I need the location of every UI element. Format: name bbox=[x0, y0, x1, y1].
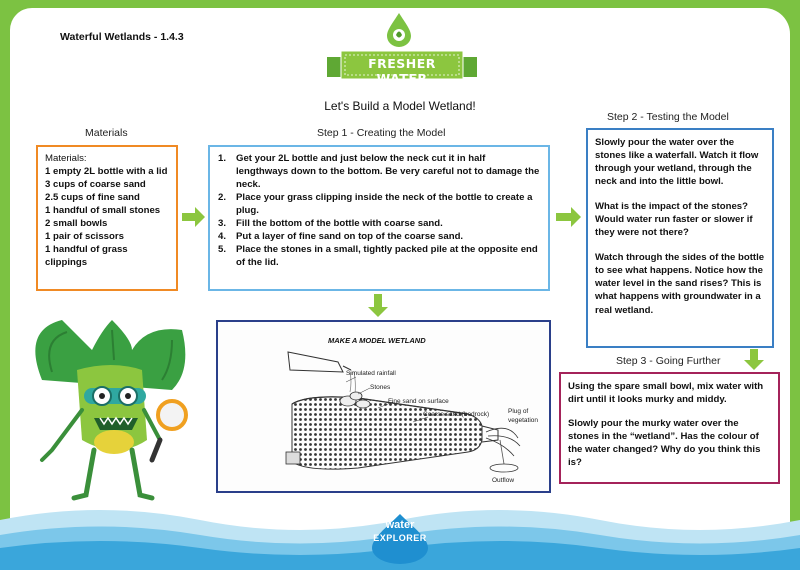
water-drop-icon bbox=[384, 12, 414, 48]
step-number: 5. bbox=[218, 244, 227, 256]
step2-paragraph: Watch through the sides of the bottle to see what happens. Notice how the water level in the sand rises? This is what happens with groundwater in a real wetland. bbox=[595, 252, 765, 316]
document-code: Waterful Wetlands - 1.4.3 bbox=[60, 31, 184, 43]
materials-item: 1 handful of grass clippings bbox=[45, 244, 128, 269]
step-text: Fill the bottom of the bottle with coarse sand. bbox=[236, 218, 443, 230]
step1-label: Step 1 - Creating the Model bbox=[317, 127, 446, 139]
diagram-label-coarse-sand: Coarse sand (bedrock) bbox=[423, 411, 490, 418]
diagram-label-fine-sand: Fine sand on surface bbox=[388, 398, 449, 405]
monster-mascot-illustration bbox=[22, 310, 202, 520]
step3-box bbox=[559, 372, 780, 484]
step-text: Place the stones in a small, tightly packed pile at the opposite end of the lid. bbox=[236, 244, 538, 269]
step3-label: Step 3 - Going Further bbox=[616, 355, 721, 367]
wetland-bottle-illustration bbox=[218, 322, 549, 491]
step1-item bbox=[218, 217, 540, 230]
wetland-diagram bbox=[216, 320, 551, 493]
step1-item bbox=[218, 152, 540, 191]
materials-item: 2.5 cups of fine sand bbox=[45, 192, 140, 204]
step1-box bbox=[208, 145, 550, 291]
step-number: 4. bbox=[218, 231, 227, 243]
step-text: Get your 2L bottle and just below the neck cut it in half lengthways down to the bottom. Be very careful not to damage the neck. bbox=[236, 153, 540, 191]
arrow-down-icon bbox=[367, 294, 389, 318]
banner-title: FRESHER WATER bbox=[368, 56, 436, 86]
step1-item bbox=[218, 230, 540, 243]
arrow-right-icon bbox=[182, 206, 206, 228]
diagram-label-stones: Stones bbox=[370, 384, 391, 391]
diagram-label-vegetation: vegetation bbox=[508, 417, 538, 424]
logo-text-water: water bbox=[385, 519, 415, 531]
step-text: Place your grass clipping inside the neck of the bottle to create a plug. bbox=[236, 192, 533, 217]
step1-item bbox=[218, 191, 540, 217]
diagram-title: MAKE A MODEL WETLAND bbox=[328, 336, 426, 345]
materials-label: Materials bbox=[85, 127, 128, 139]
materials-item: 3 cups of coarse sand bbox=[45, 179, 146, 191]
diagram-label-outflow: Outflow bbox=[492, 477, 515, 484]
step2-label: Step 2 - Testing the Model bbox=[607, 111, 729, 123]
step3-paragraph: Slowly pour the murky water over the stones in the “wetland”. Has the colour of the water changed? Why do you think this is? bbox=[568, 418, 761, 469]
step2-paragraph: Slowly pour the water over the stones like a waterfall. Watch it flow through your wetland, through the neck and into the little bowl. bbox=[595, 137, 759, 188]
step-text: Put a layer of fine sand on top of the coarse sand. bbox=[236, 231, 464, 243]
step2-paragraph: What is the impact of the stones? Would water run faster or slower if they were not there? bbox=[595, 201, 753, 239]
step-number: 2. bbox=[218, 192, 227, 204]
materials-item: 1 pair of scissors bbox=[45, 231, 124, 243]
materials-item: 2 small bowls bbox=[45, 218, 108, 230]
diagram-label-plug: Plug of bbox=[508, 408, 529, 415]
page-title: Let's Build a Model Wetland! bbox=[324, 99, 476, 113]
step1-item bbox=[218, 243, 540, 269]
step3-paragraph: Using the spare small bowl, mix water with dirt until it looks murky and middy. bbox=[568, 381, 764, 406]
step1-list bbox=[218, 152, 540, 269]
step-number: 1. bbox=[218, 153, 227, 164]
logo-text-explorer: EXPLORER bbox=[373, 533, 427, 543]
materials-item: 1 empty 2L bottle with a lid bbox=[45, 166, 168, 178]
arrow-down-icon bbox=[743, 349, 765, 371]
materials-heading: Materials: bbox=[45, 153, 87, 164]
step2-box bbox=[586, 128, 774, 348]
materials-item: 1 handful of small stones bbox=[45, 205, 161, 217]
arrow-right-icon bbox=[556, 206, 582, 228]
diagram-label-rain: Simulated rainfall bbox=[346, 370, 396, 377]
materials-box bbox=[36, 145, 178, 291]
step-number: 3. bbox=[218, 218, 227, 230]
